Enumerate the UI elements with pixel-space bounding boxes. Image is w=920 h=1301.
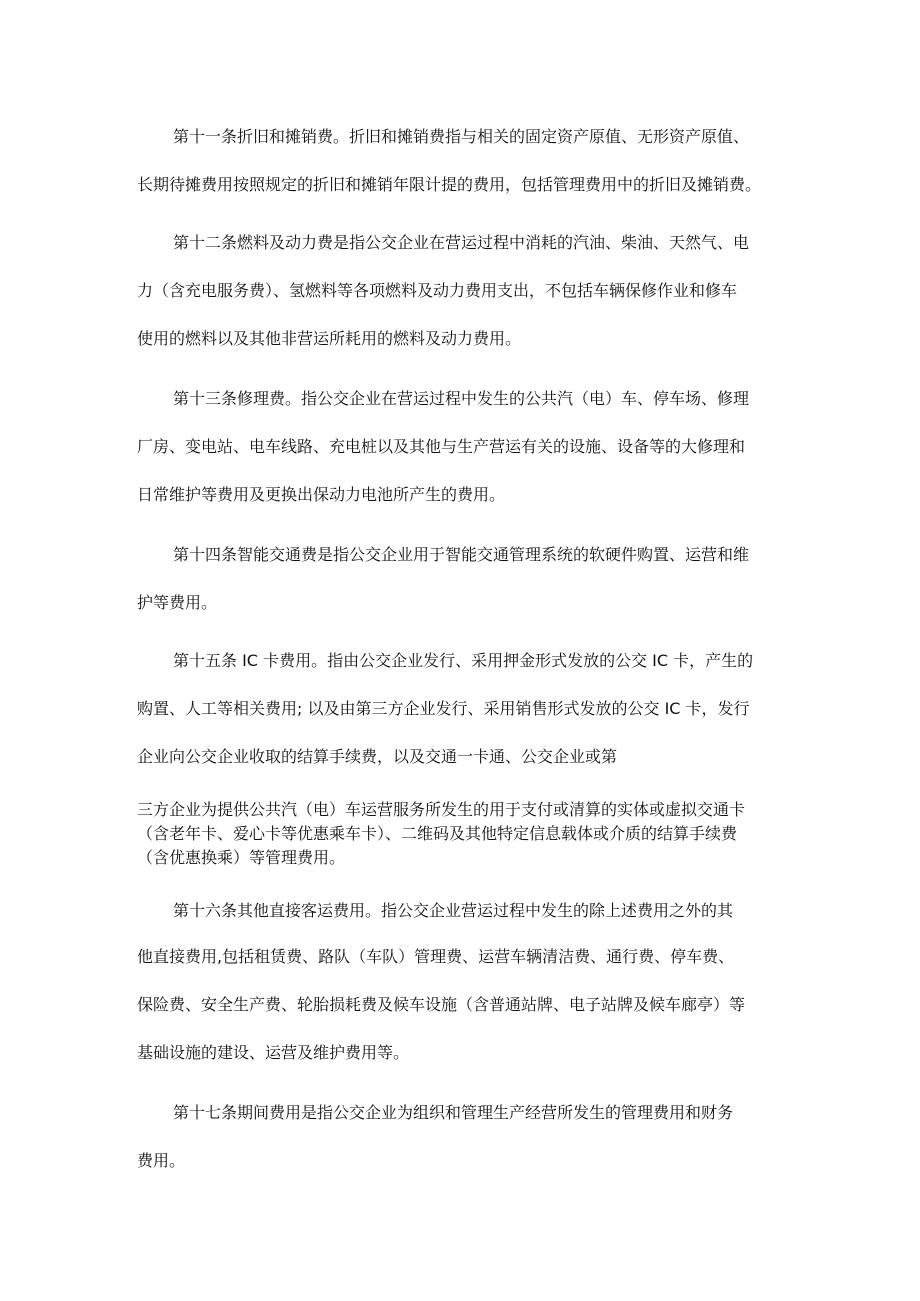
article-15-line-5: （含老年卡、爱心卡等优惠乘车卡）、二维码及其他特定信息载体或介质的结算手续费 — [137, 824, 738, 843]
article-13-line-2: 厂房、变电站、电车线路、充电桩以及其他与生产营运有关的设施、设备等的大修理和 — [137, 437, 746, 456]
article-16-line-4: 基础设施的建设、运营及维护费用等。 — [137, 1043, 410, 1062]
article-11-line-1: 第十一条折旧和摊销费。折旧和摊销费指与相关的固定资产原值、无形资产原值、 — [173, 127, 750, 146]
article-13-line-1: 第十三条修理费。指公交企业在营运过程中发生的公共汽（电）车、停车场、修理 — [173, 389, 750, 408]
article-16-line-2: 他直接费用,包括租赁费、路队（车队）管理费、运营车辆清洁费、通行费、停车费、 — [137, 947, 735, 966]
article-11-line-2: 长期待摊费用按照规定的折旧和摊销年限计提的费用，包括管理费用中的折旧及摊销费。 — [137, 175, 762, 194]
article-16-line-3: 保险费、安全生产费、轮胎损耗费及候车设施（含普通站牌、电子站牌及候车廊亭）等 — [137, 995, 746, 1014]
article-15-line-2: 购置、人工等相关费用; 以及由第三方企业发行、采用销售形式发放的公交 IC 卡，发行 — [137, 699, 750, 718]
article-12-line-1: 第十二条燃料及动力费是指公交企业在营运过程中消耗的汽油、柴油、天然气、电 — [173, 233, 750, 252]
article-16-line-1: 第十六条其他直接客运费用。指公交企业营运过程中发生的除上述费用之外的其 — [173, 901, 734, 920]
article-17-line-2: 费用。 — [137, 1151, 186, 1170]
article-15-line-3: 企业向公交企业收取的结算手续费，以及交通一卡通、公交企业或第 — [137, 747, 618, 766]
article-14-line-1: 第十四条智能交通费是指公交企业用于智能交通管理系统的软硬件购置、运营和维 — [173, 545, 750, 564]
article-15-line-6: （含优惠换乘）等管理费用。 — [137, 848, 346, 867]
article-15-line-4: 三方企业为提供公共汽（电）车运营服务所发生的用于支付或清算的实体或虚拟交通卡 — [137, 800, 746, 819]
article-14-line-2: 护等费用。 — [137, 593, 218, 612]
article-12-line-3: 使用的燃料以及其他非营运所耗用的燃料及动力费用。 — [137, 329, 522, 348]
article-13-line-3: 日常维护等费用及更换出保动力电池所产生的费用。 — [137, 485, 506, 504]
article-17-line-1: 第十七条期间费用是指公交企业为组织和管理生产经营所发生的管理费用和财务 — [173, 1103, 734, 1122]
article-12-line-2: 力（含充电服务费）、氢燃料等各项燃料及动力费用支出，不包括车辆保修作业和修车 — [137, 281, 738, 300]
article-15-line-1: 第十五条 IC 卡费用。指由公交企业发行、采用押金形式发放的公交 IC 卡，产生的 — [173, 651, 754, 670]
